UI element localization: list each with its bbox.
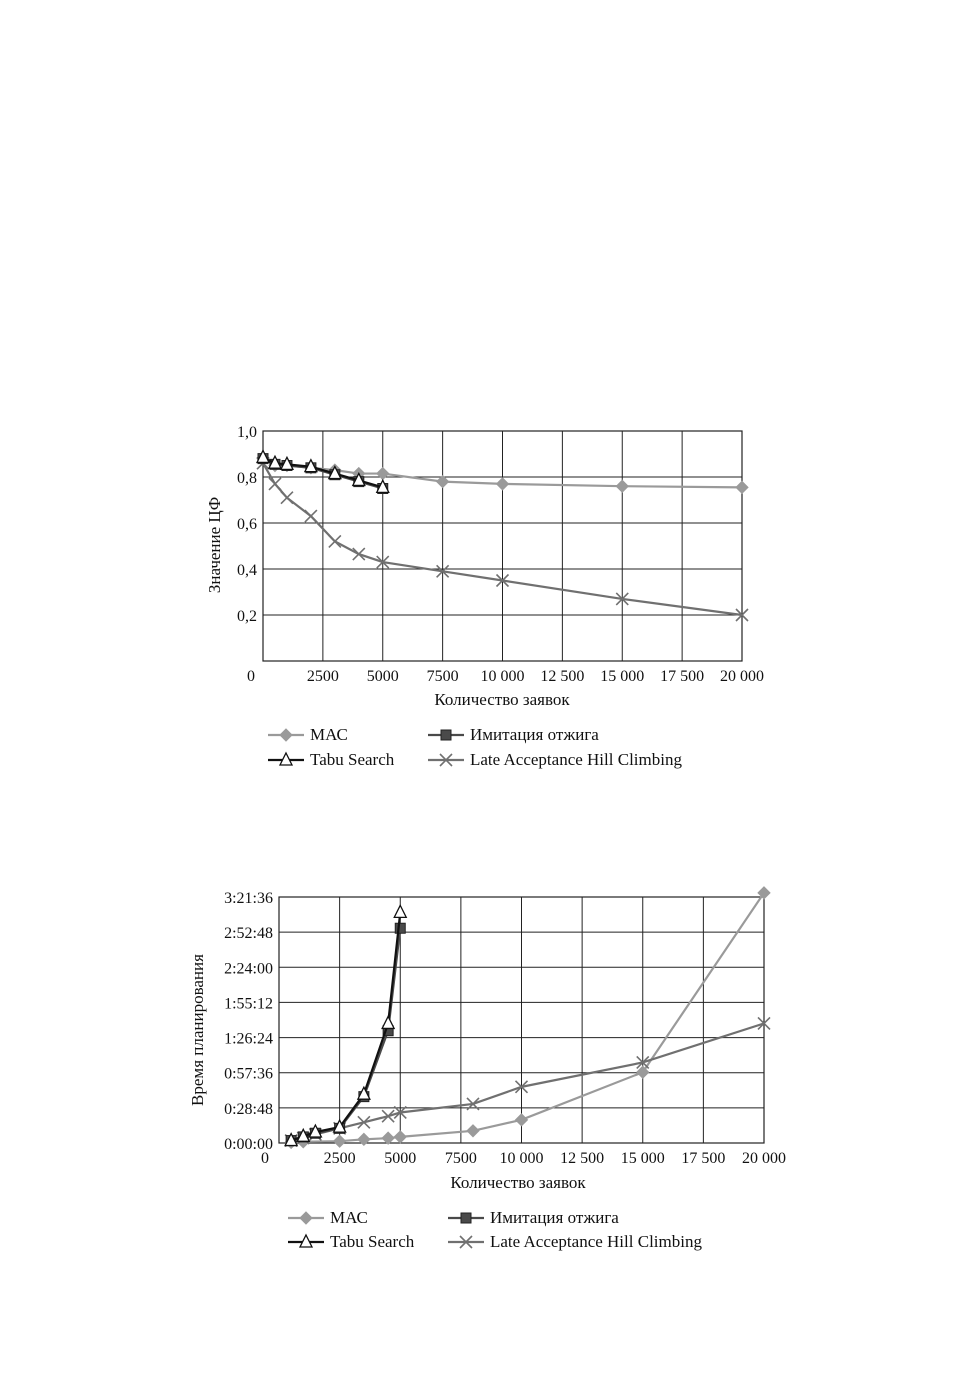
chart2-series-2-point xyxy=(382,1016,394,1028)
chart1-ytick: 0,6 xyxy=(237,516,257,533)
chart1-ytick: 0,2 xyxy=(237,608,257,625)
chart1-series-0-point xyxy=(736,481,748,493)
chart2-series-0-point xyxy=(334,1135,346,1147)
chart1-series-3-point xyxy=(269,478,281,490)
chart1-series-0-point xyxy=(616,480,628,492)
chart2-series-0-point xyxy=(516,1114,528,1126)
chart2-xtick: 20 000 xyxy=(742,1150,786,1167)
chart2-series-0-point xyxy=(637,1066,649,1078)
chart2-series-0-line xyxy=(291,893,764,1143)
chart2-legend xyxy=(288,1208,702,1251)
chart2-legend-annealing-swatch-marker xyxy=(461,1213,471,1223)
chart1-ylabel: Значение ЦФ xyxy=(205,496,224,594)
chart2-series-1-point xyxy=(395,923,405,933)
chart1-xtick: 0 xyxy=(247,668,255,685)
chart1-ytick: 1,0 xyxy=(237,424,257,441)
chart1-xlabel: Количество заявок xyxy=(434,690,570,709)
chart1-xtick: 10 000 xyxy=(480,668,525,685)
chart1-xtick: 7500 xyxy=(426,668,459,685)
chart2-xtick: 17 500 xyxy=(681,1150,726,1167)
chart2-series-0-point xyxy=(382,1132,394,1144)
chart2-ytick: 0:57:36 xyxy=(224,1065,273,1083)
chart1-xtick: 20 000 xyxy=(720,668,764,685)
chart2-ytick: 2:24:00 xyxy=(224,960,273,978)
chart1-ytick: 0,4 xyxy=(237,562,257,579)
chart2-xtick: 15 000 xyxy=(620,1150,665,1167)
chart1-xtick: 2500 xyxy=(306,668,339,685)
chart1-legend-tabu: Tabu Search xyxy=(310,750,395,769)
chart2-xtick: 0 xyxy=(261,1150,269,1167)
chart2-xtick: 10 000 xyxy=(499,1150,544,1167)
chart2-ytick: 3:21:36 xyxy=(224,890,273,907)
chart1-series-3-point xyxy=(353,548,365,560)
chart2-series-2-point xyxy=(394,905,406,917)
chart2-series-0-point xyxy=(394,1131,406,1143)
chart2-legend-lahc: Late Acceptance Hill Climbing xyxy=(490,1232,702,1251)
chart1-xtick: 17 500 xyxy=(660,668,705,685)
chart1-series-3-point xyxy=(281,492,293,504)
chart2-legend-annealing: Имитация отжига xyxy=(490,1208,619,1227)
chart2-legend-tabu: Tabu Search xyxy=(330,1232,415,1251)
chart2-xlabel: Количество заявок xyxy=(450,1173,586,1192)
chart2-ytick: 0:28:48 xyxy=(224,1100,273,1118)
chart1-legend-annealing: Имитация отжига xyxy=(470,725,599,744)
chart1-legend-mac: МАС xyxy=(310,725,348,744)
chart2-xtick: 5000 xyxy=(384,1150,417,1167)
chart1-xtick: 12 500 xyxy=(540,668,585,685)
chart2-legend-mac-swatch-marker xyxy=(300,1212,312,1224)
chart1-legend xyxy=(268,725,682,769)
chart1-ytick: 0,8 xyxy=(237,470,257,487)
chart2-ytick: 1:26:24 xyxy=(224,1030,273,1048)
chart1-xtick: 5000 xyxy=(366,668,399,685)
chart2-ytick: 2:52:48 xyxy=(224,925,273,943)
chart2-xtick: 7500 xyxy=(444,1150,477,1167)
chart2-ytick: 1:55:12 xyxy=(224,995,273,1013)
chart2-ylabel: Время планирования xyxy=(188,954,207,1106)
chart1-series-0-point xyxy=(497,478,509,490)
chart2-series-0-point xyxy=(467,1125,479,1137)
chart1-series-0-point xyxy=(377,468,389,480)
chart1-legend-lahc: Late Acceptance Hill Climbing xyxy=(470,750,682,769)
chart1-legend-mac-swatch-marker xyxy=(280,729,292,741)
chart1-legend-annealing-swatch-marker xyxy=(441,730,451,740)
chart1-plot xyxy=(237,424,764,685)
chart2-legend-mac: МАС xyxy=(330,1208,368,1227)
chart2-xtick: 12 500 xyxy=(560,1150,605,1167)
chart1-xtick: 15 000 xyxy=(600,668,645,685)
chart2-xtick: 2500 xyxy=(323,1150,356,1167)
chart2-plot xyxy=(224,887,786,1167)
chart2-ytick: 0:00:00 xyxy=(224,1136,273,1153)
chart1-series-3-point xyxy=(305,510,317,522)
chart1-series-3-point xyxy=(329,535,341,547)
